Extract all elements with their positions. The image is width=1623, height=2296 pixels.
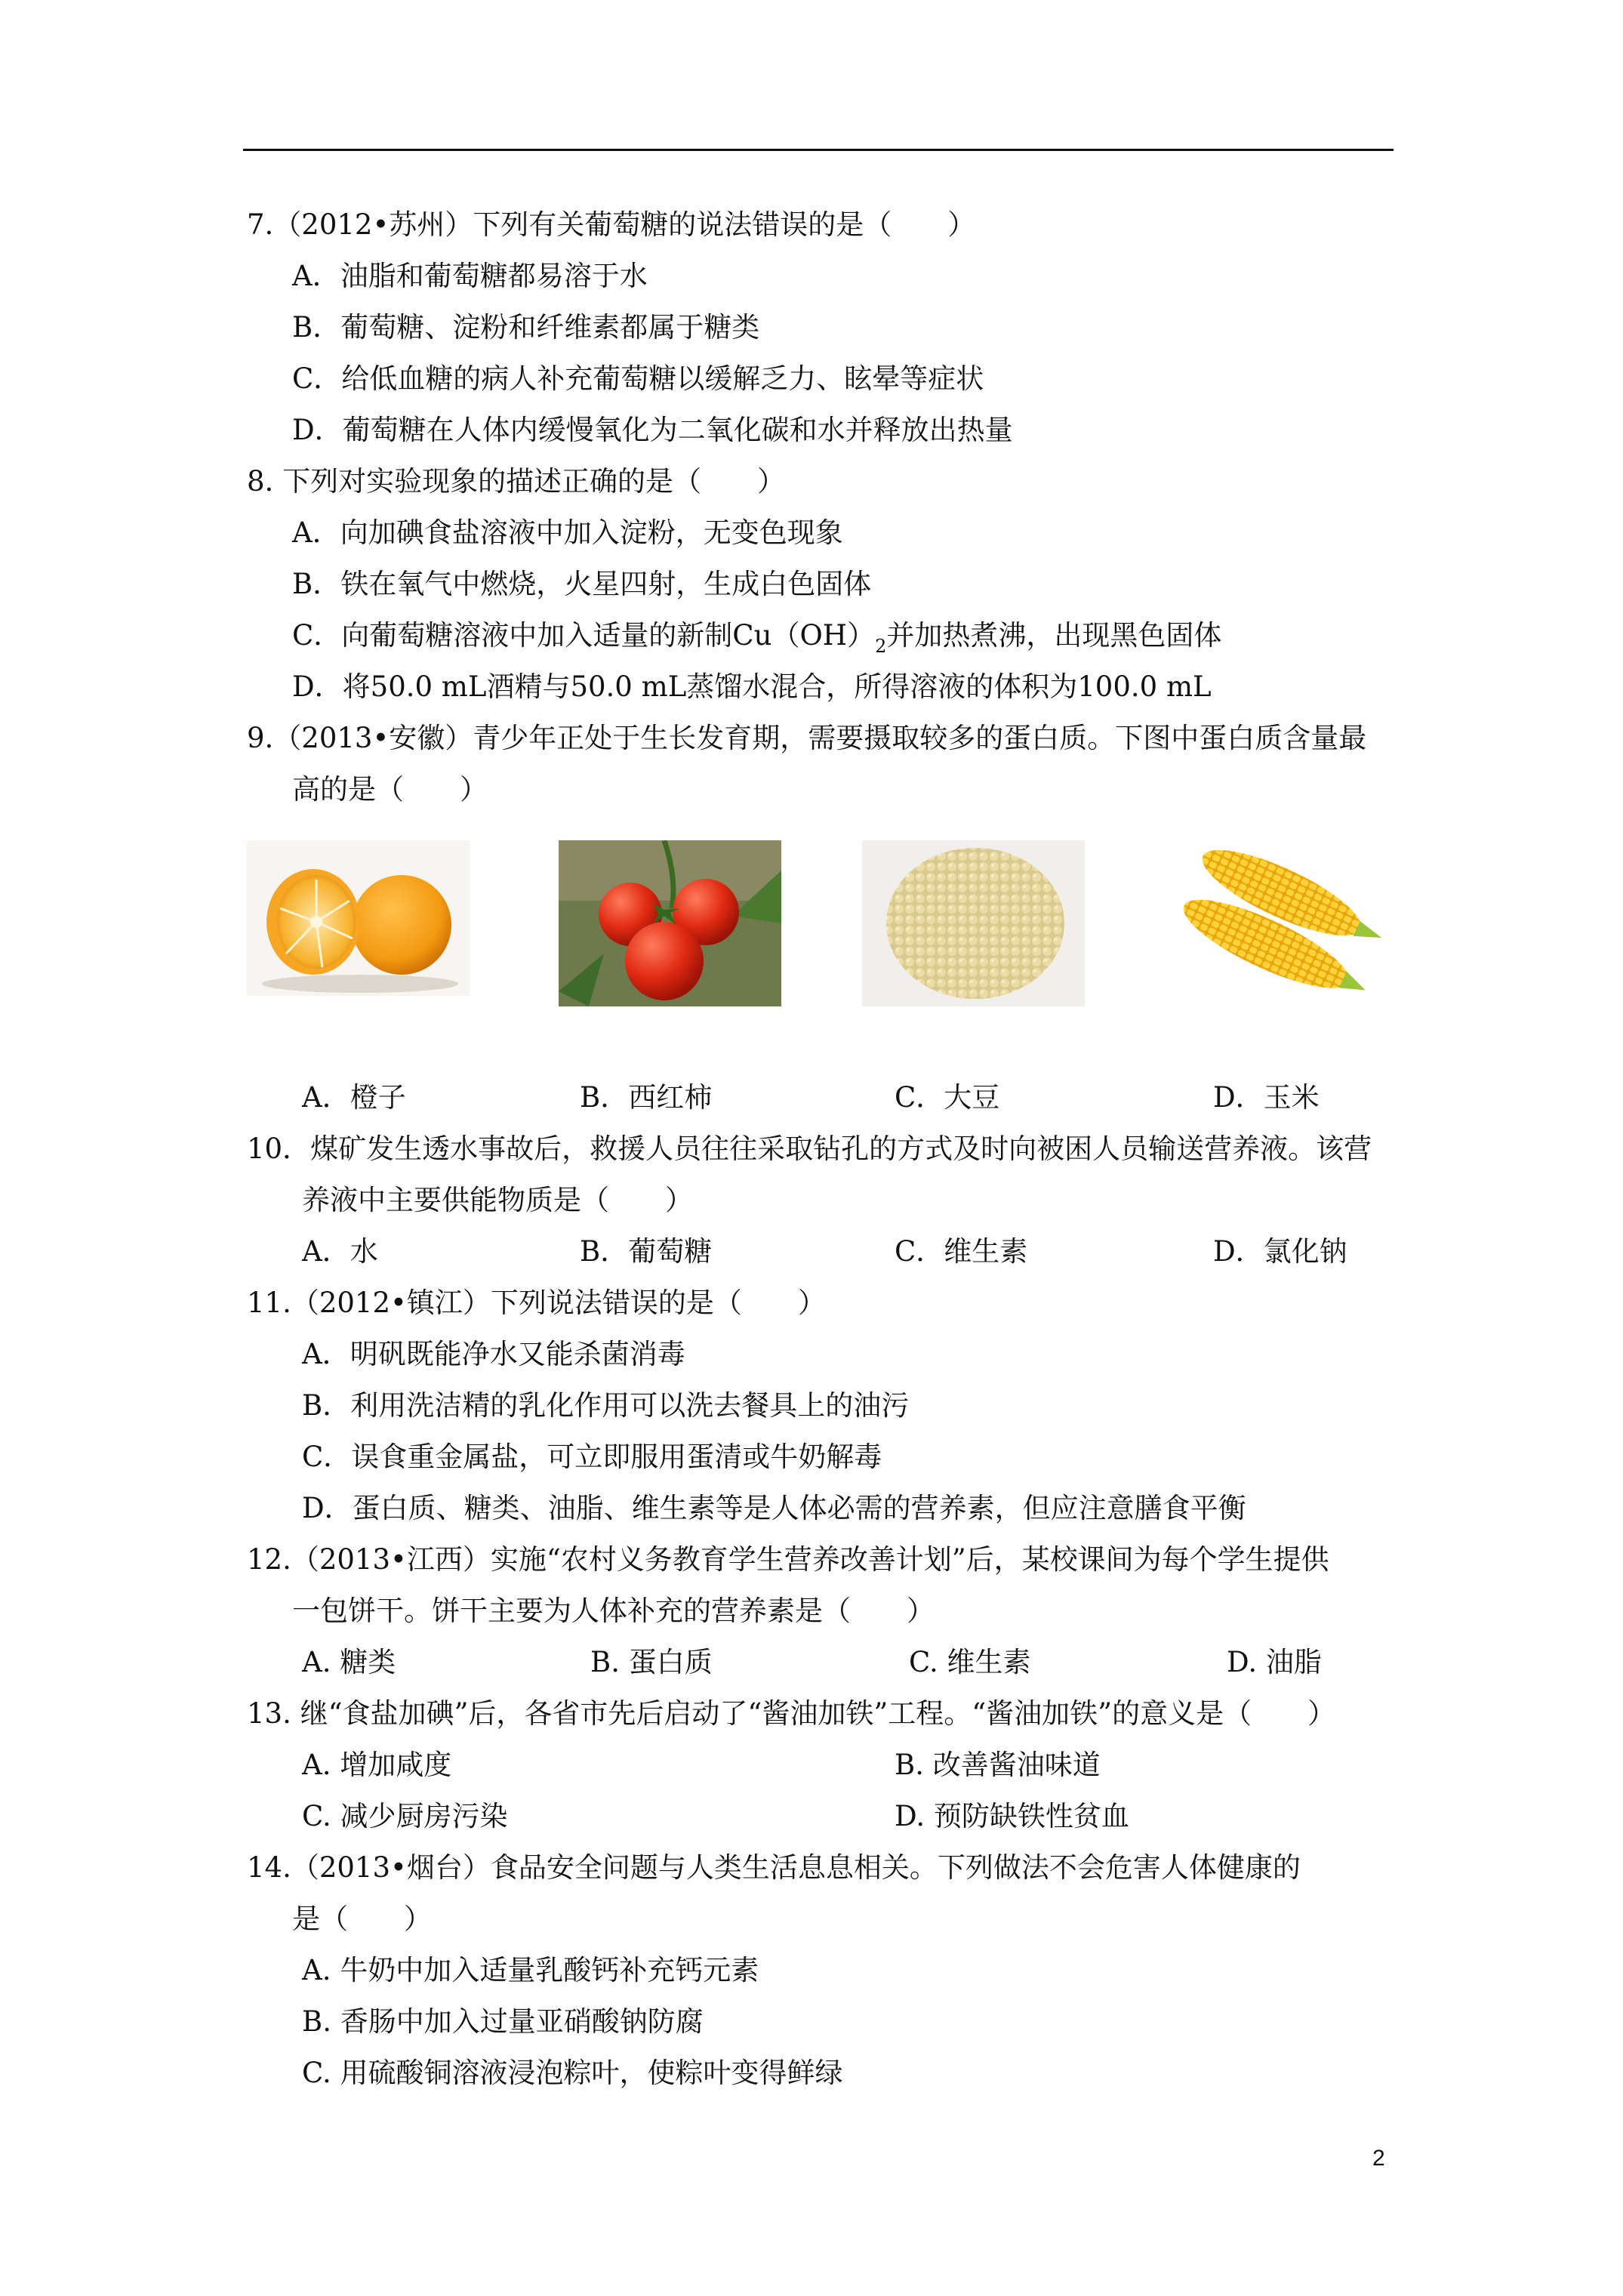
q7-option-d: D．葡萄糖在人体内缓慢氧化为二氧化碳和水并释放出热量 — [292, 414, 1013, 446]
q8-stem: 8. 下列对实验现象的描述正确的是（ ） — [247, 465, 786, 498]
q11-option-a: A．明矾既能净水又能杀菌消毒 — [302, 1338, 685, 1370]
q8-option-c: C．向葡萄糖溶液中加入适量的新制$Cu(OH)_2$并加热煮沸，出现黑色固体 — [292, 619, 1222, 657]
q9-option-a: A．橙子 — [302, 1081, 406, 1114]
q10-stem-line2: 养液中主要供能物质是（ ） — [302, 1184, 693, 1216]
q9-option-b: B．西红柿 — [580, 1081, 713, 1114]
q11-option-d: D．蛋白质、糖类、油脂、维生素等是人体必需的营养素，但应注意膳食平衡 — [302, 1492, 1246, 1524]
q12-option-c: C. 维生素 — [909, 1646, 1031, 1678]
soybean-image — [862, 840, 1085, 1006]
q13-option-a: A. 增加咸度 — [302, 1749, 452, 1781]
corn-image — [1163, 840, 1385, 1010]
q10-option-d: D．氯化钠 — [1213, 1235, 1347, 1268]
q10-option-a: A．水 — [302, 1235, 378, 1268]
q9-stem-line1: 9.（2013•安徽）青少年正处于生长发育期，需要摄取较多的蛋白质。下图中蛋白质含量最 — [247, 722, 1367, 754]
q13-option-c: C. 减少厨房污染 — [302, 1800, 508, 1832]
q7-option-a: A．油脂和葡萄糖都易溶于水 — [292, 260, 648, 292]
q9-option-d: D．玉米 — [1213, 1081, 1320, 1114]
orange-image — [247, 840, 470, 996]
q14-option-b: B. 香肠中加入过量亚硝酸钠防腐 — [302, 2005, 704, 2038]
q10-stem-line1: 10．煤矿发生透水事故后，救援人员往往采取钻孔的方式及时向被困人员输送营养液。该营 — [247, 1133, 1372, 1165]
q9-stem-line2: 高的是（ ） — [292, 773, 488, 806]
q13-option-b: B. 改善酱油味道 — [895, 1749, 1101, 1781]
q12-stem-line1: 12.（2013•江西）实施“农村义务教育学生营养改善计划”后，某校课间为每个学生提供 — [247, 1543, 1329, 1576]
q11-option-c: C．误食重金属盐，可立即服用蛋清或牛奶解毒 — [302, 1441, 882, 1473]
q11-option-b: B．利用洗洁精的乳化作用可以洗去餐具上的油污 — [302, 1389, 910, 1422]
q14-stem-line1: 14.（2013•烟台）食品安全问题与人类生活息息相关。下列做法不会危害人体健康的 — [247, 1851, 1301, 1884]
q8-option-d: D．将50.0 mL酒精与50.0 mL蒸馏水混合，所得溶液的体积为100.0 mL — [292, 670, 1212, 703]
q7-option-c: C．给低血糖的病人补充葡萄糖以缓解乏力、眩晕等症状 — [292, 362, 984, 395]
q8-option-b: B．铁在氧气中燃烧，火星四射，生成白色固体 — [292, 568, 872, 600]
q12-option-d: D. 油脂 — [1227, 1646, 1322, 1678]
q8-option-a: A．向加碘食盐溶液中加入淀粉，无变色现象 — [292, 516, 843, 549]
q9-option-c: C．大豆 — [895, 1081, 1000, 1114]
q10-option-c: C．维生素 — [895, 1235, 1028, 1268]
q14-option-c: C. 用硫酸铜溶液浸泡粽叶，使粽叶变得鲜绿 — [302, 2057, 843, 2089]
page-number: 2 — [1372, 2146, 1385, 2171]
q14-stem-line2: 是（ ） — [292, 1903, 432, 1935]
q12-stem-line2: 一包饼干。饼干主要为人体补充的营养素是（ ） — [292, 1595, 935, 1627]
q13-stem: 13. 继“食盐加碘”后，各省市先后启动了“酱油加铁”工程。“酱油加铁”的意义是（ ） — [247, 1697, 1336, 1730]
q7-option-b: B．葡萄糖、淀粉和纤维素都属于糖类 — [292, 311, 760, 344]
q7-stem: 7.（2012•苏州）下列有关葡萄糖的说法错误的是（ ） — [247, 208, 976, 241]
q14-option-a: A. 牛奶中加入适量乳酸钙补充钙元素 — [302, 1954, 759, 1986]
tomato-image — [559, 840, 781, 1006]
q13-option-d: D. 预防缺铁性贫血 — [895, 1800, 1129, 1832]
q12-option-a: A. 糖类 — [302, 1646, 396, 1678]
q11-stem: 11.（2012•镇江）下列说法错误的是（ ） — [247, 1287, 826, 1319]
q12-option-b: B. 蛋白质 — [590, 1646, 713, 1678]
header-rule — [243, 149, 1394, 151]
q10-option-b: B．葡萄糖 — [580, 1235, 713, 1268]
